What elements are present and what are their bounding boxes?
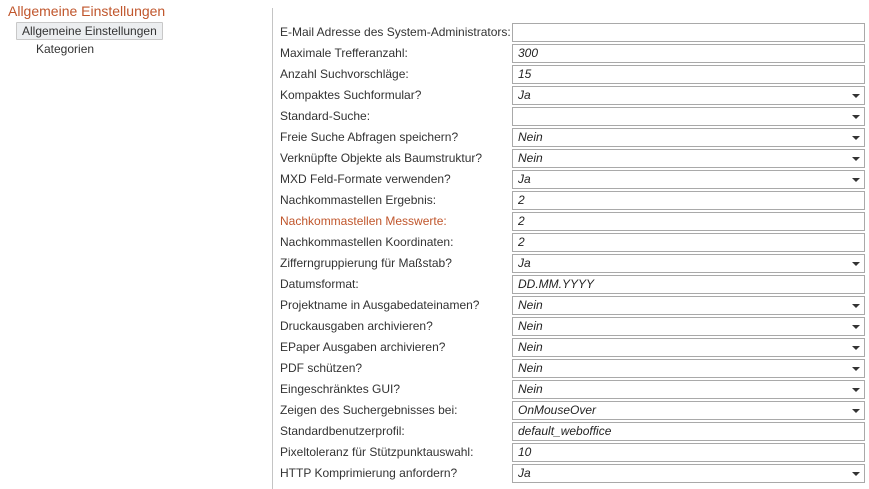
text-field[interactable]: [512, 443, 865, 462]
field-label: Datumsformat:: [280, 277, 359, 291]
select-field[interactable]: [512, 86, 865, 105]
field-label: Druckausgaben archivieren?: [280, 319, 433, 333]
form-row: [280, 106, 865, 126]
chevron-down-icon[interactable]: [852, 325, 860, 329]
form-row: [280, 400, 865, 420]
field-value: default_weboffice: [518, 423, 612, 438]
form-row: [280, 85, 865, 105]
field-value: [518, 24, 846, 41]
select-field[interactable]: [512, 317, 865, 336]
select-field[interactable]: [512, 107, 865, 126]
text-field[interactable]: [512, 422, 865, 441]
chevron-down-icon[interactable]: [852, 136, 860, 140]
select-field[interactable]: [512, 401, 865, 420]
chevron-down-icon[interactable]: [852, 115, 860, 119]
form-row: [280, 379, 865, 399]
field-value: 2: [518, 192, 525, 207]
select-field[interactable]: [512, 296, 865, 315]
text-field[interactable]: [512, 44, 865, 63]
field-value: Nein: [518, 150, 543, 165]
field-value: Nein: [518, 339, 543, 354]
settings-form: [280, 22, 865, 484]
field-label: EPaper Ausgaben archivieren?: [280, 340, 446, 354]
text-field[interactable]: [512, 275, 865, 294]
field-label: E-Mail Adresse des System-Administrators:: [280, 25, 511, 39]
form-row: [280, 127, 865, 147]
form-row: [280, 253, 865, 273]
form-row: [280, 316, 865, 336]
tree-node-root-wrapper: [0, 22, 272, 40]
select-field[interactable]: [512, 338, 865, 357]
form-row: [280, 463, 865, 483]
form-row: [280, 295, 865, 315]
field-value: 15: [518, 66, 532, 81]
field-label: Kompaktes Suchformular?: [280, 88, 422, 102]
field-value: Ja: [518, 87, 531, 102]
select-field[interactable]: [512, 359, 865, 378]
select-field[interactable]: [512, 254, 865, 273]
navigation-panel: [0, 0, 272, 489]
field-label: Nachkommastellen Koordinaten:: [280, 235, 454, 249]
chevron-down-icon[interactable]: [852, 178, 860, 182]
field-label: Anzahl Suchvorschläge:: [280, 67, 409, 81]
field-value: Nein: [518, 297, 543, 312]
form-row: [280, 43, 865, 63]
text-field[interactable]: [512, 191, 865, 210]
field-value: Nein: [518, 381, 543, 396]
text-field[interactable]: [512, 65, 865, 84]
chevron-down-icon[interactable]: [852, 472, 860, 476]
form-row: [280, 337, 865, 357]
text-field[interactable]: [512, 23, 865, 42]
field-label: Verknüpfte Objekte als Baumstruktur?: [280, 151, 483, 165]
page-title: Allgemeine Einstellungen: [8, 3, 166, 19]
field-value: 2: [518, 234, 525, 249]
field-label: PDF schützen?: [280, 361, 363, 375]
sidebar-item-kategorien[interactable]: Kategorien: [36, 42, 95, 56]
form-row: [280, 148, 865, 168]
field-label: Standard-Suche:: [280, 109, 371, 123]
chevron-down-icon[interactable]: [852, 94, 860, 98]
chevron-down-icon[interactable]: [852, 409, 860, 413]
chevron-down-icon[interactable]: [852, 346, 860, 350]
select-field[interactable]: [512, 380, 865, 399]
field-label: Zifferngruppierung für Maßstab?: [280, 256, 452, 270]
select-field[interactable]: [512, 170, 865, 189]
field-value: 10: [518, 444, 532, 459]
form-row: [280, 442, 865, 462]
field-label: Projektname in Ausgabedateinamen?: [280, 298, 480, 312]
chevron-down-icon[interactable]: [852, 157, 860, 161]
form-row: [280, 190, 865, 210]
field-label: Standardbenutzerprofil:: [280, 424, 405, 438]
field-value: OnMouseOver: [518, 402, 597, 417]
field-value: Ja: [518, 255, 531, 270]
field-value: Nein: [518, 129, 543, 144]
field-label: Eingeschränktes GUI?: [280, 382, 401, 396]
field-label: Maximale Trefferanzahl:: [280, 46, 408, 60]
settings-tree: [0, 22, 272, 58]
form-row: [280, 169, 865, 189]
field-value: Nein: [518, 360, 543, 375]
chevron-down-icon[interactable]: [852, 304, 860, 308]
field-label: MXD Feld-Formate verwenden?: [280, 172, 451, 186]
text-field[interactable]: [512, 212, 865, 231]
panel-divider: [272, 8, 273, 489]
field-value: Ja: [518, 171, 531, 186]
field-value: Ja: [518, 465, 531, 480]
field-label: Nachkommastellen Messwerte:: [280, 214, 447, 228]
field-label: Nachkommastellen Ergebnis:: [280, 193, 437, 207]
field-value: [518, 108, 846, 125]
field-label: Zeigen des Suchergebnisses bei:: [280, 403, 458, 417]
form-row: [280, 274, 865, 294]
form-row: [280, 22, 865, 42]
form-row: [280, 232, 865, 252]
select-field[interactable]: [512, 128, 865, 147]
sidebar-item-allgemeine-einstellungen[interactable]: Allgemeine Einstellungen: [16, 22, 163, 40]
form-row: [280, 421, 865, 441]
field-label: Pixeltoleranz für Stützpunktauswahl:: [280, 445, 474, 459]
form-row: [280, 211, 865, 231]
field-value: 2: [518, 213, 525, 228]
chevron-down-icon[interactable]: [852, 388, 860, 392]
chevron-down-icon[interactable]: [852, 262, 860, 266]
field-value: 300: [518, 45, 539, 60]
select-field[interactable]: [512, 464, 865, 483]
field-label: HTTP Komprimierung anfordern?: [280, 466, 458, 480]
form-row: [280, 358, 865, 378]
field-value: DD.MM.YYYY: [518, 276, 595, 291]
chevron-down-icon[interactable]: [852, 367, 860, 371]
text-field[interactable]: [512, 233, 865, 252]
form-row: [280, 64, 865, 84]
field-label: Freie Suche Abfragen speichern?: [280, 130, 459, 144]
field-value: Nein: [518, 318, 543, 333]
select-field[interactable]: [512, 149, 865, 168]
